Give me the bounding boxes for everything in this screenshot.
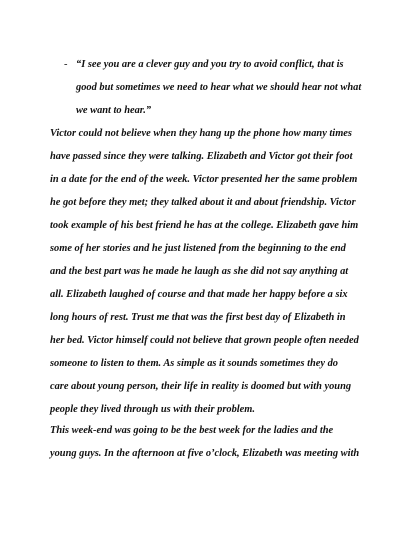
paragraph-line: young guys. In the afternoon at five o’clock, Elizabeth was meeting with [50,448,360,459]
paragraph-line: her bed. Victor himself could not believe that grown people often needed [50,335,359,346]
paragraph-line: all. Elizabeth laughed of course and that made her happy before a six [50,289,348,300]
paragraph-line: long hours of rest. Trust me that was the first best day of Elizabeth in [50,312,346,323]
paragraph-line: Victor could not believe when they hang up the phone how many times [50,128,352,139]
paragraph-line: This week-end was going to be the best week for the ladies and the [50,425,334,436]
quote-line: we want to hear.” [76,105,152,116]
paragraph-line: some of her stories and he just listened from the beginning to the end [50,243,346,254]
quote-line: good but sometimes we need to hear what we should hear not what [76,82,362,93]
quote-line: “I see you are a clever guy and you try to avoid conflict, that is [76,59,344,70]
paragraph-line: he got before they met; they talked about it and about friendship. Victor [50,197,356,208]
paragraph-line: have passed since they were talking. Elizabeth and Victor got their foot [50,151,353,162]
paragraph-line: people they lived through us with their problem. [50,404,255,415]
paragraph-line: and the best part was he made he laugh as she did not say anything at [50,266,349,277]
paragraph-line: took example of his best friend he has at the college. Elizabeth gave him [50,220,359,231]
paragraph-line: someone to listen to them. As simple as it sounds sometimes they do [50,358,338,369]
paragraph-line: in a date for the end of the week. Victor presented her the same problem [50,174,358,185]
paragraph-line: care about young person, their life in reality is doomed but with young [50,381,352,392]
bullet-dash: - [64,59,68,70]
